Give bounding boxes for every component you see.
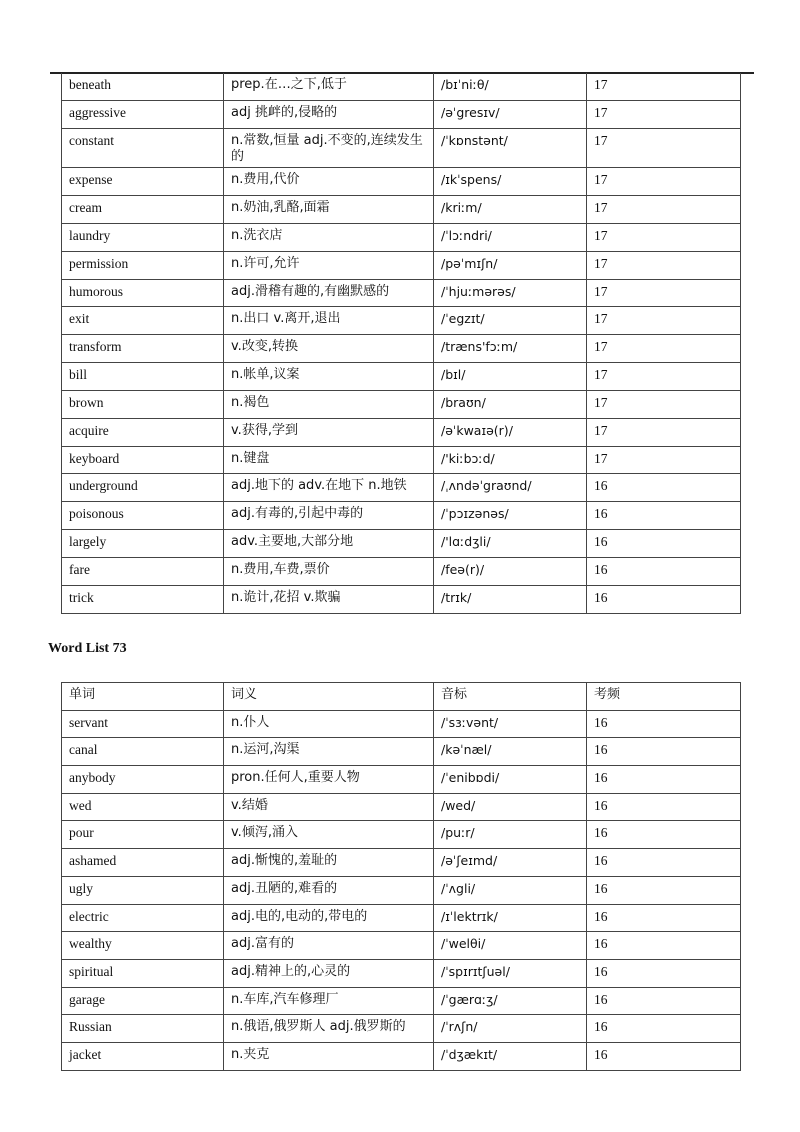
column-header-meaning: 词义 xyxy=(224,683,434,711)
meaning-cell: n.褐色 xyxy=(224,390,434,418)
frequency-cell: 16 xyxy=(587,959,741,987)
meaning-cell: n.键盘 xyxy=(224,446,434,474)
frequency-cell: 16 xyxy=(587,766,741,794)
phonetic-cell: /puːr/ xyxy=(434,821,587,849)
table-row xyxy=(62,987,741,1015)
word-cell: ashamed xyxy=(62,849,224,877)
meaning-cell: n.费用,车费,票价 xyxy=(224,558,434,586)
word-cell: aggressive xyxy=(62,101,224,129)
word-cell: acquire xyxy=(62,418,224,446)
phonetic-cell: /əˈʃeɪmd/ xyxy=(434,849,587,877)
meaning-cell: adj.丑陋的,难看的 xyxy=(224,876,434,904)
table-row xyxy=(62,251,741,279)
meaning-cell: n.出口 v.离开,退出 xyxy=(224,307,434,335)
frequency-cell: 17 xyxy=(587,101,741,129)
word-cell: wealthy xyxy=(62,932,224,960)
table-row xyxy=(62,766,741,794)
word-table-list-73 xyxy=(61,682,741,1071)
table-row xyxy=(62,446,741,474)
word-cell: Russian xyxy=(62,1015,224,1043)
phonetic-cell: /kəˈnæl/ xyxy=(434,738,587,766)
frequency-cell: 17 xyxy=(587,279,741,307)
phonetic-cell: /braʊn/ xyxy=(434,390,587,418)
phonetic-cell: /ˈspɪrɪtʃuəl/ xyxy=(434,959,587,987)
meaning-cell: n.许可,允许 xyxy=(224,251,434,279)
meaning-cell: adj.电的,电动的,带电的 xyxy=(224,904,434,932)
word-table-previous xyxy=(61,73,741,614)
phonetic-cell: /bɪˈniːθ/ xyxy=(434,73,587,101)
table-row xyxy=(62,1042,741,1070)
frequency-cell: 16 xyxy=(587,738,741,766)
frequency-cell: 17 xyxy=(587,446,741,474)
word-cell: exit xyxy=(62,307,224,335)
phonetic-cell: /ˈkɒnstənt/ xyxy=(434,129,587,168)
meaning-cell: n.仆人 xyxy=(224,710,434,738)
word-cell: cream xyxy=(62,196,224,224)
phonetic-cell: /əˈgresɪv/ xyxy=(434,101,587,129)
phonetic-cell: /ˈegzɪt/ xyxy=(434,307,587,335)
frequency-cell: 16 xyxy=(587,904,741,932)
table-row xyxy=(62,279,741,307)
phonetic-cell: /kriːm/ xyxy=(434,196,587,224)
word-cell: underground xyxy=(62,474,224,502)
section-title-word-list-73: Word List 73 xyxy=(48,641,127,656)
meaning-cell: n.俄语,俄罗斯人 adj.俄罗斯的 xyxy=(224,1015,434,1043)
word-cell: pour xyxy=(62,821,224,849)
table-row xyxy=(62,502,741,530)
frequency-cell: 17 xyxy=(587,335,741,363)
table-row xyxy=(62,73,741,101)
word-cell: humorous xyxy=(62,279,224,307)
table-row xyxy=(62,307,741,335)
phonetic-cell: /əˈkwaɪə(r)/ xyxy=(434,418,587,446)
frequency-cell: 17 xyxy=(587,168,741,196)
word-cell: servant xyxy=(62,710,224,738)
table-row xyxy=(62,129,741,168)
meaning-cell: v.改变,转换 xyxy=(224,335,434,363)
phonetic-cell: /ɪˈlektrɪk/ xyxy=(434,904,587,932)
frequency-cell: 16 xyxy=(587,710,741,738)
phonetic-cell: /'kiːbɔːd/ xyxy=(434,446,587,474)
phonetic-cell: /ˌʌndəˈgraʊnd/ xyxy=(434,474,587,502)
phonetic-cell: /ˈdʒækɪt/ xyxy=(434,1042,587,1070)
frequency-cell: 17 xyxy=(587,251,741,279)
phonetic-cell: /ɪkˈspens/ xyxy=(434,168,587,196)
table-row xyxy=(62,558,741,586)
phonetic-cell: /ˈgærɑːʒ/ xyxy=(434,987,587,1015)
word-cell: brown xyxy=(62,390,224,418)
phonetic-cell: /feə(r)/ xyxy=(434,558,587,586)
table-row xyxy=(62,101,741,129)
meaning-cell: adj.有毒的,引起中毒的 xyxy=(224,502,434,530)
word-cell: jacket xyxy=(62,1042,224,1070)
word-cell: transform xyxy=(62,335,224,363)
meaning-cell: pron.任何人,重要人物 xyxy=(224,766,434,794)
table-row xyxy=(62,418,741,446)
word-cell: permission xyxy=(62,251,224,279)
frequency-cell: 16 xyxy=(587,849,741,877)
table-row xyxy=(62,793,741,821)
meaning-cell: prep.在…之下,低于 xyxy=(224,73,434,101)
phonetic-cell: /ˈsɜːvənt/ xyxy=(434,710,587,738)
table-row xyxy=(62,223,741,251)
frequency-cell: 16 xyxy=(587,558,741,586)
word-cell: laundry xyxy=(62,223,224,251)
meaning-cell: v.结婚 xyxy=(224,793,434,821)
word-cell: wed xyxy=(62,793,224,821)
word-cell: constant xyxy=(62,129,224,168)
table-row xyxy=(62,585,741,613)
table-row xyxy=(62,710,741,738)
word-cell: spiritual xyxy=(62,959,224,987)
table-row xyxy=(62,821,741,849)
phonetic-cell: /ˈrʌʃn/ xyxy=(434,1015,587,1043)
word-cell: electric xyxy=(62,904,224,932)
meaning-cell: adj.地下的 adv.在地下 n.地铁 xyxy=(224,474,434,502)
frequency-cell: 16 xyxy=(587,530,741,558)
frequency-cell: 17 xyxy=(587,307,741,335)
table-row xyxy=(62,738,741,766)
word-cell: expense xyxy=(62,168,224,196)
table-row xyxy=(62,474,741,502)
phonetic-cell: /bɪl/ xyxy=(434,363,587,391)
word-cell: anybody xyxy=(62,766,224,794)
word-cell: poisonous xyxy=(62,502,224,530)
frequency-cell: 16 xyxy=(587,932,741,960)
table-row xyxy=(62,530,741,558)
column-header-phonetic: 音标 xyxy=(434,683,587,711)
table-row xyxy=(62,168,741,196)
frequency-cell: 17 xyxy=(587,196,741,224)
frequency-cell: 16 xyxy=(587,793,741,821)
meaning-cell: adj.惭愧的,羞耻的 xyxy=(224,849,434,877)
frequency-cell: 16 xyxy=(587,1042,741,1070)
meaning-cell: adv.主要地,大部分地 xyxy=(224,530,434,558)
table-row xyxy=(62,390,741,418)
meaning-cell: adj 挑衅的,侵略的 xyxy=(224,101,434,129)
word-cell: ugly xyxy=(62,876,224,904)
frequency-cell: 16 xyxy=(587,585,741,613)
table-row xyxy=(62,1015,741,1043)
meaning-cell: n.车库,汽车修理厂 xyxy=(224,987,434,1015)
word-cell: keyboard xyxy=(62,446,224,474)
phonetic-cell: /pəˈmɪʃn/ xyxy=(434,251,587,279)
word-cell: canal xyxy=(62,738,224,766)
table-row xyxy=(62,904,741,932)
frequency-cell: 17 xyxy=(587,363,741,391)
phonetic-cell: /ˈlɔːndri/ xyxy=(434,223,587,251)
frequency-cell: 17 xyxy=(587,390,741,418)
column-header-word: 单词 xyxy=(62,683,224,711)
meaning-cell: n.费用,代价 xyxy=(224,168,434,196)
meaning-cell: n.帐单,议案 xyxy=(224,363,434,391)
frequency-cell: 16 xyxy=(587,876,741,904)
phonetic-cell: /ˈenibɒdi/ xyxy=(434,766,587,794)
phonetic-cell: /ˈhjuːmərəs/ xyxy=(434,279,587,307)
word-cell: beneath xyxy=(62,73,224,101)
word-cell: largely xyxy=(62,530,224,558)
table-row xyxy=(62,196,741,224)
word-cell: garage xyxy=(62,987,224,1015)
column-header-frequency: 考频 xyxy=(587,683,741,711)
frequency-cell: 17 xyxy=(587,129,741,168)
phonetic-cell: /ˈwelθi/ xyxy=(434,932,587,960)
phonetic-cell: /træns'fɔːm/ xyxy=(434,335,587,363)
frequency-cell: 17 xyxy=(587,73,741,101)
frequency-cell: 16 xyxy=(587,987,741,1015)
meaning-cell: n.奶油,乳酪,面霜 xyxy=(224,196,434,224)
meaning-cell: n.常数,恒量 adj.不变的,连续发生的 xyxy=(224,129,434,168)
frequency-cell: 16 xyxy=(587,821,741,849)
phonetic-cell: /ˈʌgli/ xyxy=(434,876,587,904)
frequency-cell: 16 xyxy=(587,474,741,502)
meaning-cell: v.获得,学到 xyxy=(224,418,434,446)
meaning-cell: n.洗衣店 xyxy=(224,223,434,251)
frequency-cell: 17 xyxy=(587,223,741,251)
phonetic-cell: /'lɑːdʒli/ xyxy=(434,530,587,558)
word-cell: fare xyxy=(62,558,224,586)
meaning-cell: n.夹克 xyxy=(224,1042,434,1070)
word-cell: trick xyxy=(62,585,224,613)
phonetic-cell: /wed/ xyxy=(434,793,587,821)
meaning-cell: v.倾泻,涌入 xyxy=(224,821,434,849)
table-row xyxy=(62,932,741,960)
meaning-cell: n.运河,沟渠 xyxy=(224,738,434,766)
table-row xyxy=(62,849,741,877)
phonetic-cell: /trɪk/ xyxy=(434,585,587,613)
table-header-row xyxy=(62,683,741,711)
meaning-cell: adj.滑稽有趣的,有幽默感的 xyxy=(224,279,434,307)
word-cell: bill xyxy=(62,363,224,391)
meaning-cell: n.诡计,花招 v.欺骗 xyxy=(224,585,434,613)
table-row xyxy=(62,959,741,987)
frequency-cell: 17 xyxy=(587,418,741,446)
frequency-cell: 16 xyxy=(587,502,741,530)
meaning-cell: adj.富有的 xyxy=(224,932,434,960)
table-row xyxy=(62,335,741,363)
meaning-cell: adj.精神上的,心灵的 xyxy=(224,959,434,987)
frequency-cell: 16 xyxy=(587,1015,741,1043)
table-row xyxy=(62,363,741,391)
table-row xyxy=(62,876,741,904)
phonetic-cell: /ˈpɔɪzənəs/ xyxy=(434,502,587,530)
